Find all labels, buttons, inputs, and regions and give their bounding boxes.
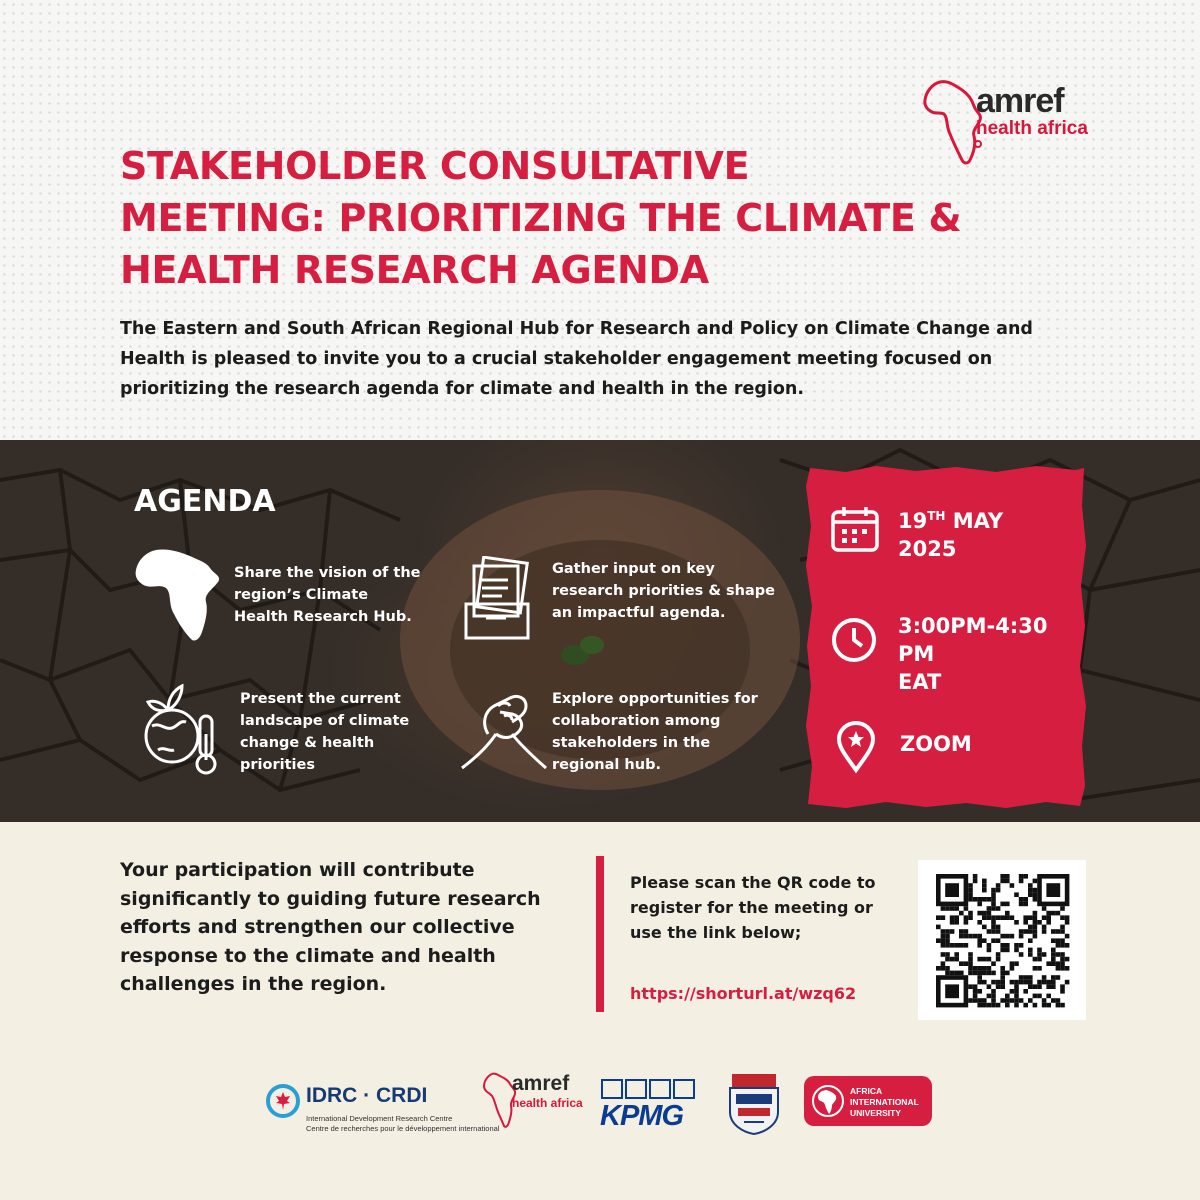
- handshake-icon: [458, 684, 550, 779]
- divider-bar: [596, 856, 604, 1012]
- brand-tagline: health africa: [976, 118, 1088, 139]
- intro-paragraph: The Eastern and South African Regional Hub for Research and Policy on Climate Change and Health is pleased to invite you to a crucial stakeholder engagement meeting focused on prioritizing the research agenda for climate and health in the region.: [120, 319, 1033, 399]
- aiu-globe-icon: [810, 1083, 846, 1119]
- page-title: STAKEHOLDER CONSULTATIVE MEETING: PRIORITIZING THE CLIMATE & HEALTH RESEARCH AGENDA: [120, 144, 962, 292]
- location-pin-icon: [836, 720, 876, 779]
- partner-logos: [0, 1070, 1200, 1140]
- amref-partner-logo: [482, 1070, 592, 1136]
- clock-icon: [830, 616, 878, 669]
- agenda-item-landscape: Present the current landscape of climate change & health priorities: [240, 691, 410, 773]
- aiu-logo: [804, 1076, 932, 1126]
- amref-partner-name: amref: [512, 1072, 570, 1095]
- event-details-panel: [806, 466, 1086, 808]
- agenda-item-collaboration: Explore opportunities for collaboration among stakeholders in the regional hub.: [552, 691, 758, 773]
- brand-name: amref: [976, 82, 1064, 120]
- university-seal-logo: [724, 1072, 784, 1136]
- idrc-logo: [266, 1084, 500, 1134]
- idrc-french-name: Centre de recherches pour le développement international: [306, 1124, 500, 1133]
- kpmg-name: KPMG: [600, 1100, 683, 1132]
- agenda-item-vision: Share the vision of the region’s Climate Health Research Hub.: [234, 565, 421, 625]
- qr-code[interactable]: [918, 860, 1086, 1020]
- kpmg-logo: [600, 1078, 700, 1134]
- register-instructions: Please scan the QR code to register for the meeting or use the link below;: [630, 873, 876, 942]
- kpmg-boxes-icon: [600, 1078, 696, 1100]
- amref-partner-tagline: health africa: [512, 1096, 583, 1110]
- agenda-title: AGENDA: [134, 484, 276, 519]
- africa-outline-icon: [482, 1070, 516, 1132]
- register-link[interactable]: https://shorturl.at/wzq62: [630, 984, 857, 1003]
- documents-folder-icon: [464, 556, 534, 647]
- event-time: 3:00PM-4:30 PM EAT: [898, 614, 1048, 694]
- idrc-english-name: International Development Research Centre: [306, 1114, 453, 1123]
- idrc-emblem-icon: [266, 1084, 300, 1118]
- event-date: 19TH MAY 2025: [898, 509, 1004, 561]
- agenda-item-input: Gather input on key research priorities & shape an impactful agenda.: [552, 561, 775, 621]
- participation-message: Your participation will contribute significantly to guiding future research efforts and strengthen our collective response to the climate and health challenges in the region.: [120, 859, 541, 995]
- aiu-name: AFRICA INTERNATIONAL UNIVERSITY: [850, 1086, 919, 1118]
- idrc-name: IDRC · CRDI: [306, 1084, 428, 1107]
- event-venue: ZOOM: [900, 732, 972, 756]
- calendar-icon: [830, 504, 880, 559]
- globe-thermometer-icon: [138, 680, 224, 781]
- africa-map-icon: [134, 546, 222, 647]
